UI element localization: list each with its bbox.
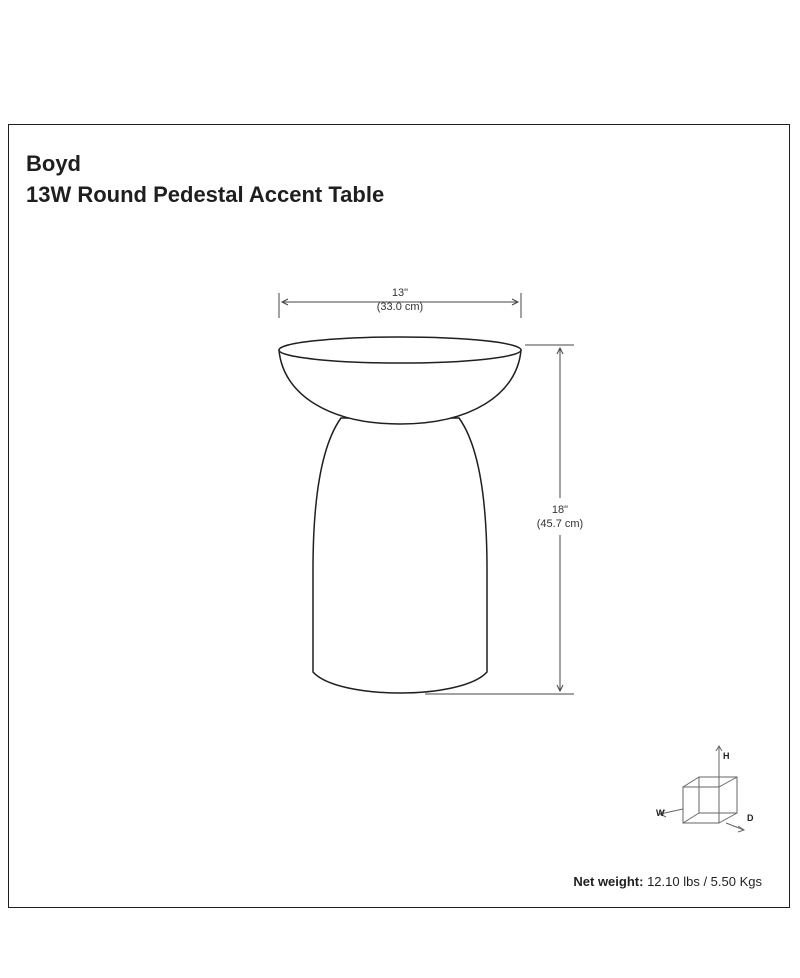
brand-name: Boyd <box>26 151 81 176</box>
cube-axes-icon <box>660 746 744 832</box>
width-inches: 13" <box>391 287 409 299</box>
product-title: 13W Round Pedestal Accent Table <box>26 182 385 207</box>
table-top-rim <box>279 337 521 363</box>
table-silhouette <box>279 337 521 693</box>
axis-label-d: D <box>747 813 754 823</box>
net-weight-label: Net weight: <box>573 874 644 889</box>
height-cm: (45.7 cm) <box>536 518 584 530</box>
table-pedestal <box>313 418 487 693</box>
axis-label-h: H <box>723 751 730 761</box>
net-weight <box>573 874 762 889</box>
width-dimension-label <box>350 286 450 314</box>
net-weight-value: 12.10 lbs / 5.50 Kgs <box>647 874 762 889</box>
height-inches: 18" <box>551 504 569 516</box>
axis-label-w: W <box>656 808 665 818</box>
width-cm: (33.0 cm) <box>376 301 424 313</box>
height-dimension-label <box>520 503 600 531</box>
